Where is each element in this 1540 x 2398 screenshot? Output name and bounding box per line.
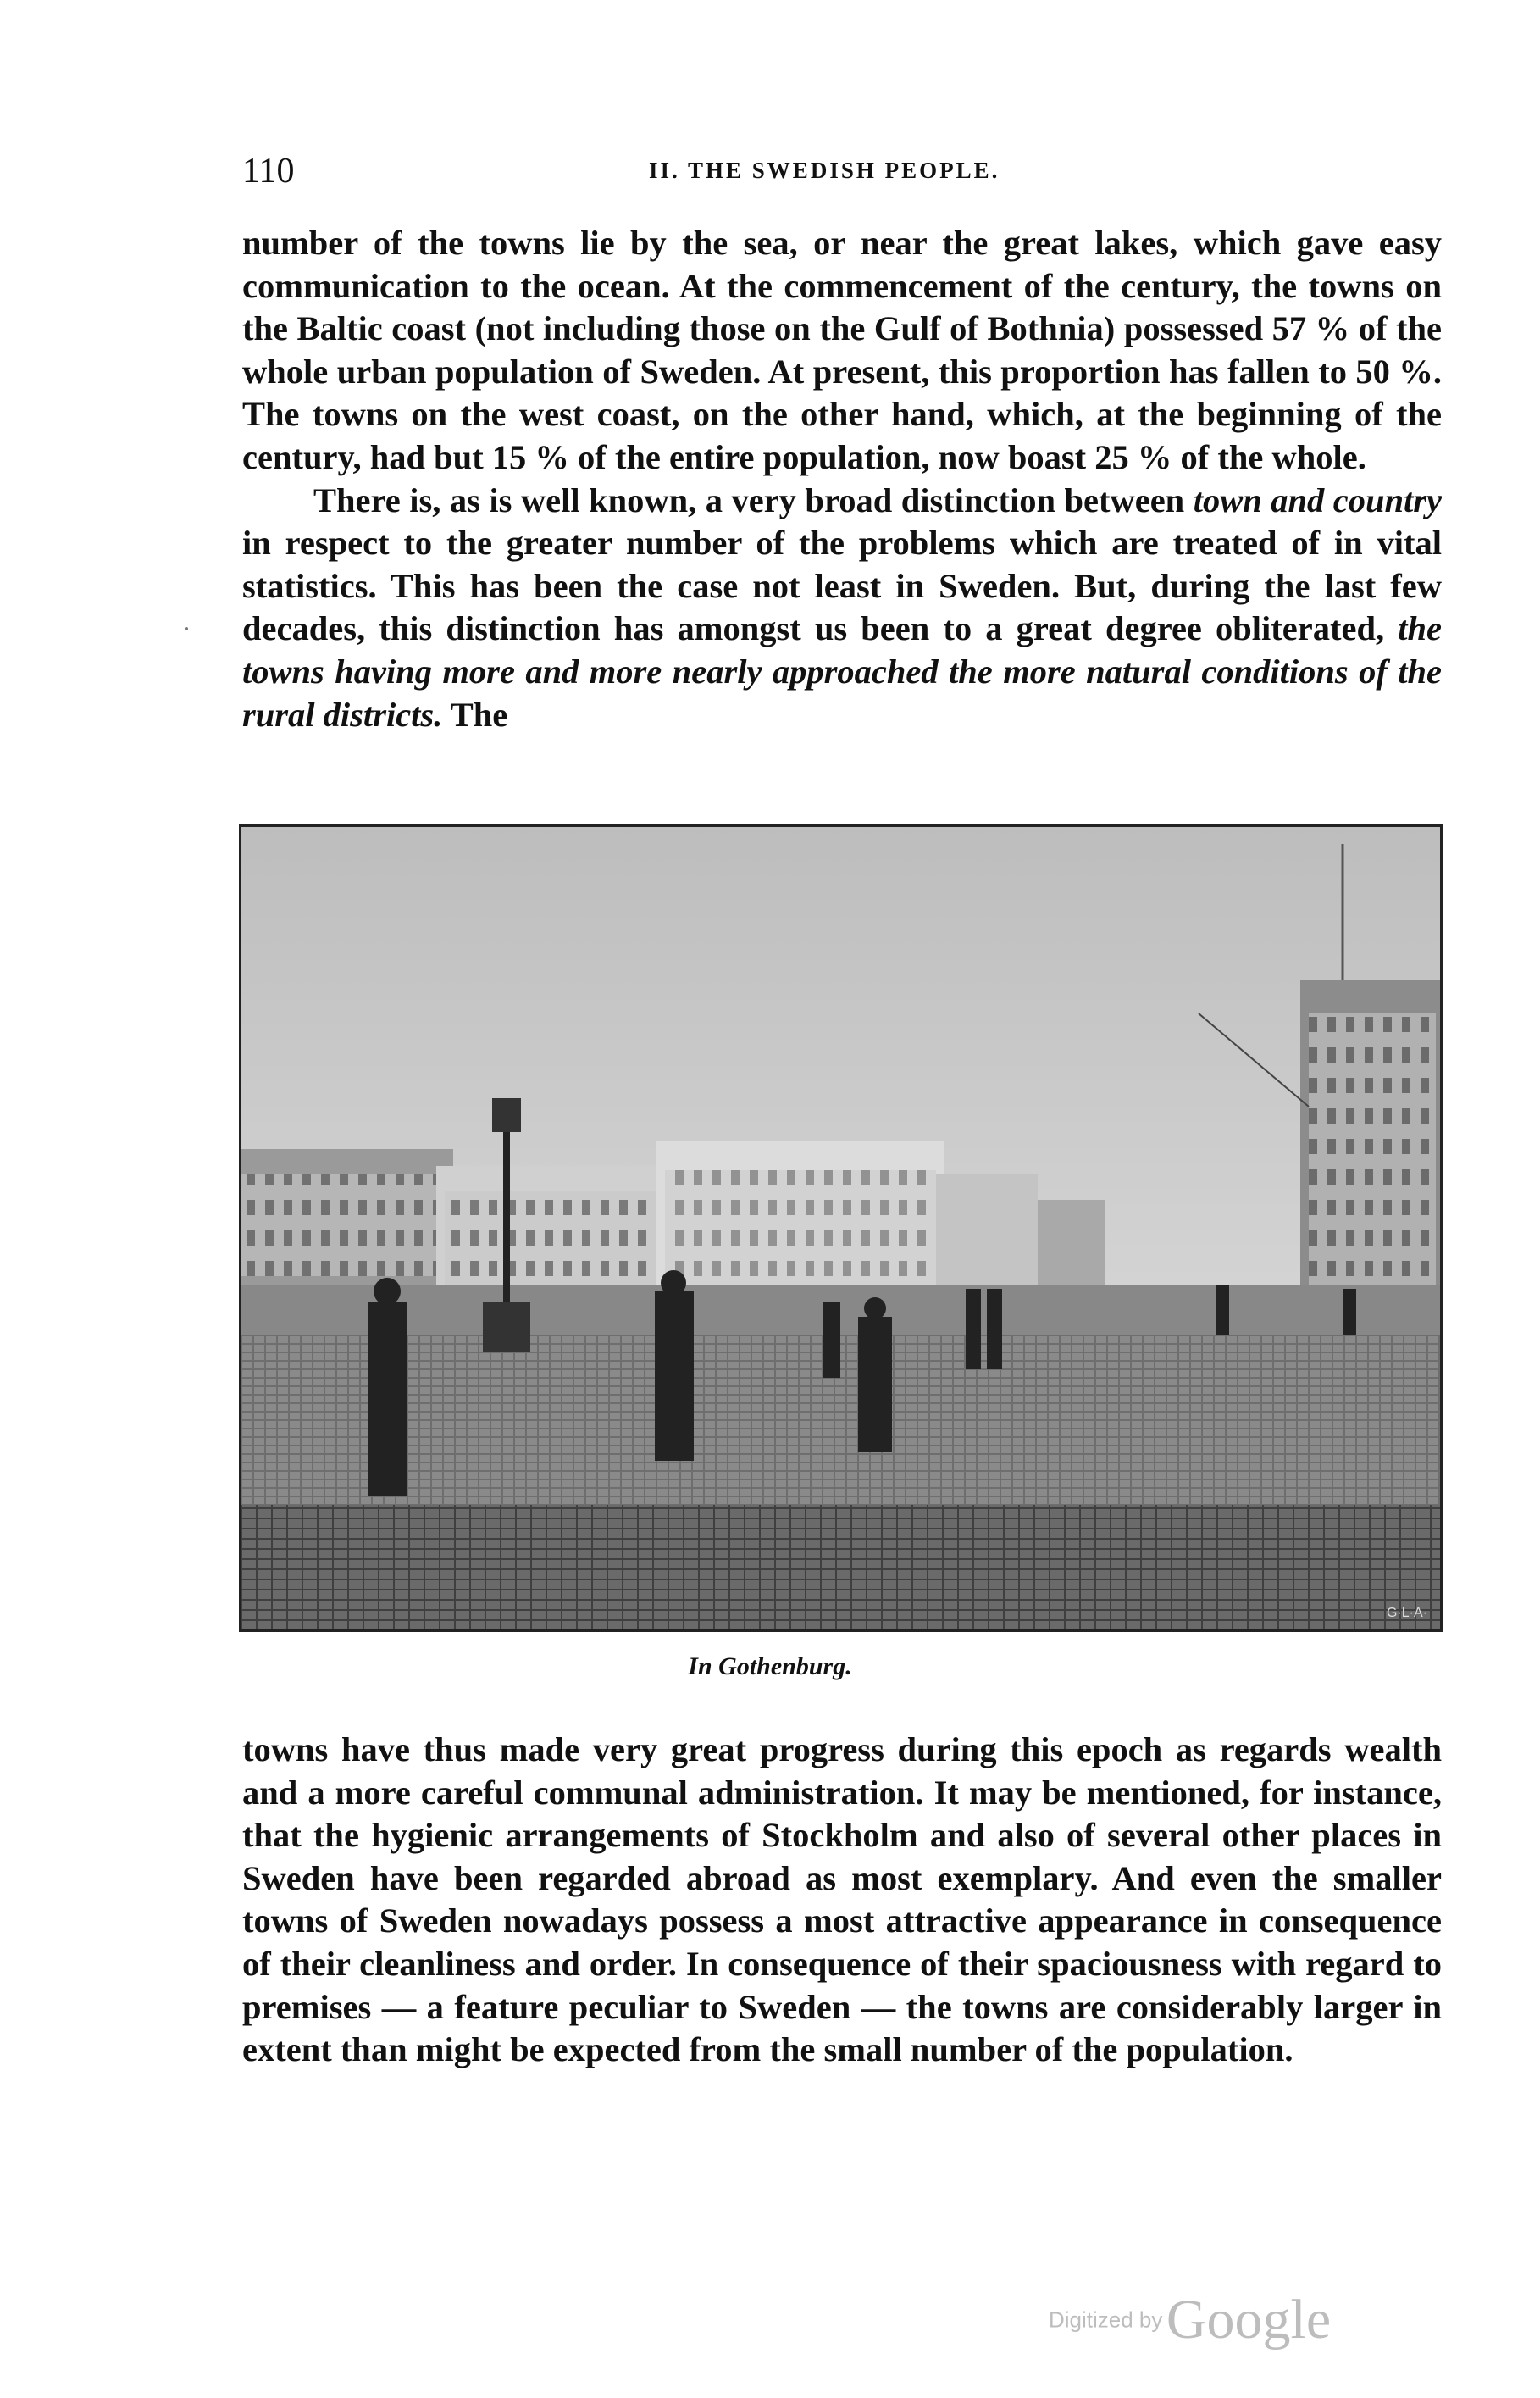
canal-railing <box>241 1285 1440 1335</box>
body-text: number of the towns lie by the sea, or near the great lakes, which gave easy communication to the ocean. At the commencement of the century, the towns on the Baltic coast (not including those on the Gulf of Bothnia) possessed 57 % of the whole urban population of Sweden. At present, this proportion has fallen to 50 %. The towns on the west coast, on the other hand, which, at the beginning of the century, had but 15 % of the entire population, now boast 25 % of the whole. <box>242 224 1442 476</box>
figure-gothenburg-photo <box>239 824 1443 1632</box>
text-block-before-figure <box>242 222 1442 736</box>
cobbled-foreground <box>241 1505 1440 1629</box>
body-text: in respect to the greater number of the problems which are treated of in vital statistics. This has been the case not least in Sweden. But, during the last few decades, this distinction has amongst us been to a great degree obliterated, <box>242 524 1442 648</box>
paragraph <box>242 222 1442 480</box>
body-text: There is, as is well known, a very broad distinction between <box>313 480 1194 519</box>
digitized-watermark <box>1049 2288 1331 2352</box>
body-text: towns have thus made very great progress during this epoch as regards wealth and a more careful communal administration. It may be mentioned, for instance, that the hygienic arrangements of Stockholm and also of several other places in Sweden have been regarded abroad as most exemplary. And even the smaller towns of Sweden nowadays possess a most attractive appearance in consequence of their cleanliness and order. In consequence of their spaciousness with regard to premises — a feature peculiar to Sweden — the towns are considerably larger in extent than might be expected from the small number of the population. <box>242 1730 1442 2069</box>
ink-speck <box>185 627 188 630</box>
cobbled-square <box>241 1335 1440 1505</box>
figure-caption: In Gothenburg. <box>688 1652 852 1680</box>
paragraph <box>242 1729 1442 2072</box>
page-number: 110 <box>242 152 295 191</box>
italic-text: town and country <box>1193 480 1442 519</box>
paragraph <box>242 480 1442 737</box>
watermark-prefix: Digitized by <box>1049 2306 1163 2333</box>
running-title: II. THE SWEDISH PEOPLE. <box>649 158 1000 183</box>
page-header <box>242 151 1442 193</box>
text-block-after-figure <box>242 1729 1442 2072</box>
engraver-signature: G·L·A· <box>1387 1606 1427 1620</box>
google-logo: Google <box>1166 2289 1332 2351</box>
street-scene-engraving <box>241 827 1440 1629</box>
body-text: The <box>442 695 508 734</box>
italic-text: the towns having more and more nearly approached the more natural conditions of the rural districts. <box>242 609 1442 734</box>
